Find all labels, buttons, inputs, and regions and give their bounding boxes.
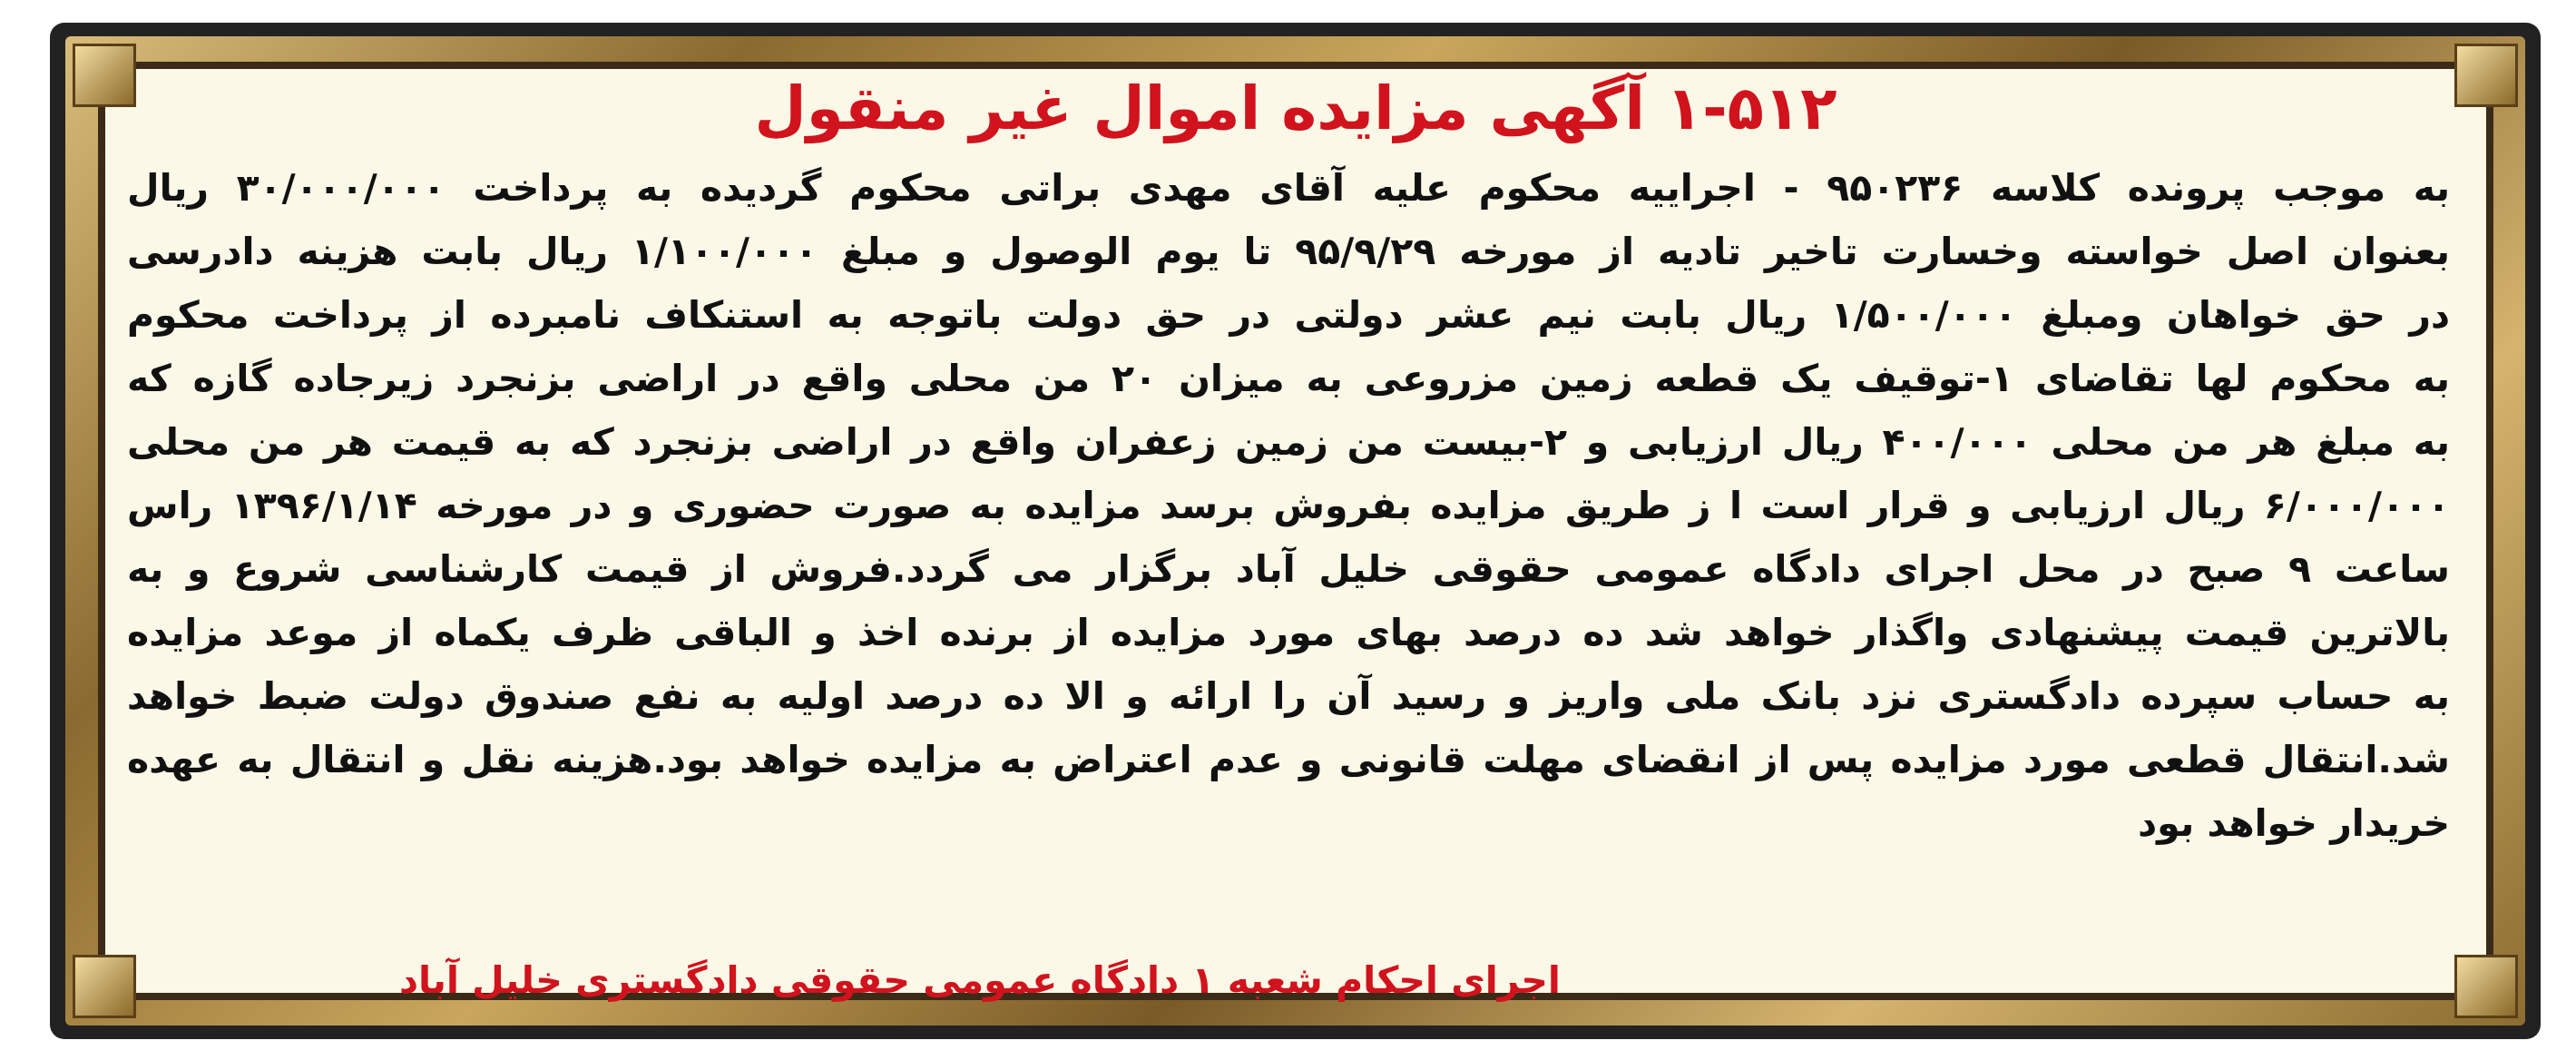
notice-body-line: ۶/۰۰۰/۰۰۰ ریال ارزیابی و قرار است ا ز طریق مزایده بفروش برسد مزایده به صورت حضوری و در مورخه ۱۳۹۶/۱/۱۴ راس (127, 484, 2450, 527)
notice-body-line: بالاترین قیمت پیشنهادی واگذار خواهد شد ده درصد بهای مورد مزایده از برنده اخذ و الباقی ظرف یکماه از موعد مزایده (127, 611, 2450, 654)
frame-corner-ornament (73, 955, 136, 1018)
notice-body-line: به مبلغ هر من محلی ۴۰۰/۰۰۰ ریال ارزیابی و ۲-بیست من زمین زعفران واقع در اراضی بزنجرد که به قیمت هر من محلی (127, 420, 2450, 464)
notice-body-line: بعنوان اصل خواسته وخسارت تاخیر تادیه از مورخه ۹۵/۹/۲۹ تا یوم الوصول و مبلغ ۱/۱۰۰/۰۰۰ ریال بابت هزینه دادرسی (127, 230, 2450, 273)
notice-title: ۱-۵۱۲ آگهی مزایده اموال غیر منقول (754, 74, 1837, 143)
notice-body-line: شد.انتقال قطعی مورد مزایده پس از انقضای مهلت قانونی و عدم اعتراض به مزایده خواهد بود.هزینه نقل و انتقال به عهده (127, 738, 2450, 781)
notice-body-line: در حق خواهان ومبلغ ۱/۵۰۰/۰۰۰ ریال بابت نیم عشر دولتی در حق دولت باتوجه به استنکاف نامبرده از پرداخت محکوم (127, 293, 2450, 337)
notice-body-line: به حساب سپرده دادگستری نزد بانک ملی واریز و رسید آن را ارائه و الا ده درصد اولیه به نفع صندوق دولت ضبط خواهد (127, 674, 2450, 718)
notice-body-line: ساعت ۹ صبح در محل اجرای دادگاه عمومی حقوقی خلیل آباد برگزار می گردد.فروش از قیمت کارشناسی شروع و به (127, 547, 2450, 591)
notice-body-line: خریدار خواهد بود (2138, 801, 2450, 845)
frame-corner-ornament (2454, 955, 2518, 1018)
notice-body-line: به محکوم لها تقاضای ۱-توقیف یک قطعه زمین مزروعی به میزان ۲۰ من محلی واقع در اراضی بزنجرد زیرجاده گازه که (127, 357, 2450, 400)
notice-signature: اجرای احکام شعبه ۱ دادگاه عمومی حقوقی دادگستری خلیل آباد (399, 958, 1561, 1002)
notice-body (127, 156, 2450, 855)
notice-body-line: به موجب پرونده کلاسه ۹۵۰۲۳۶ - اجراییه محکوم علیه آقای مهدی براتی محکوم گردیده به پرداخت ۳۰/۰۰۰/۰۰۰ ریال (127, 166, 2451, 210)
